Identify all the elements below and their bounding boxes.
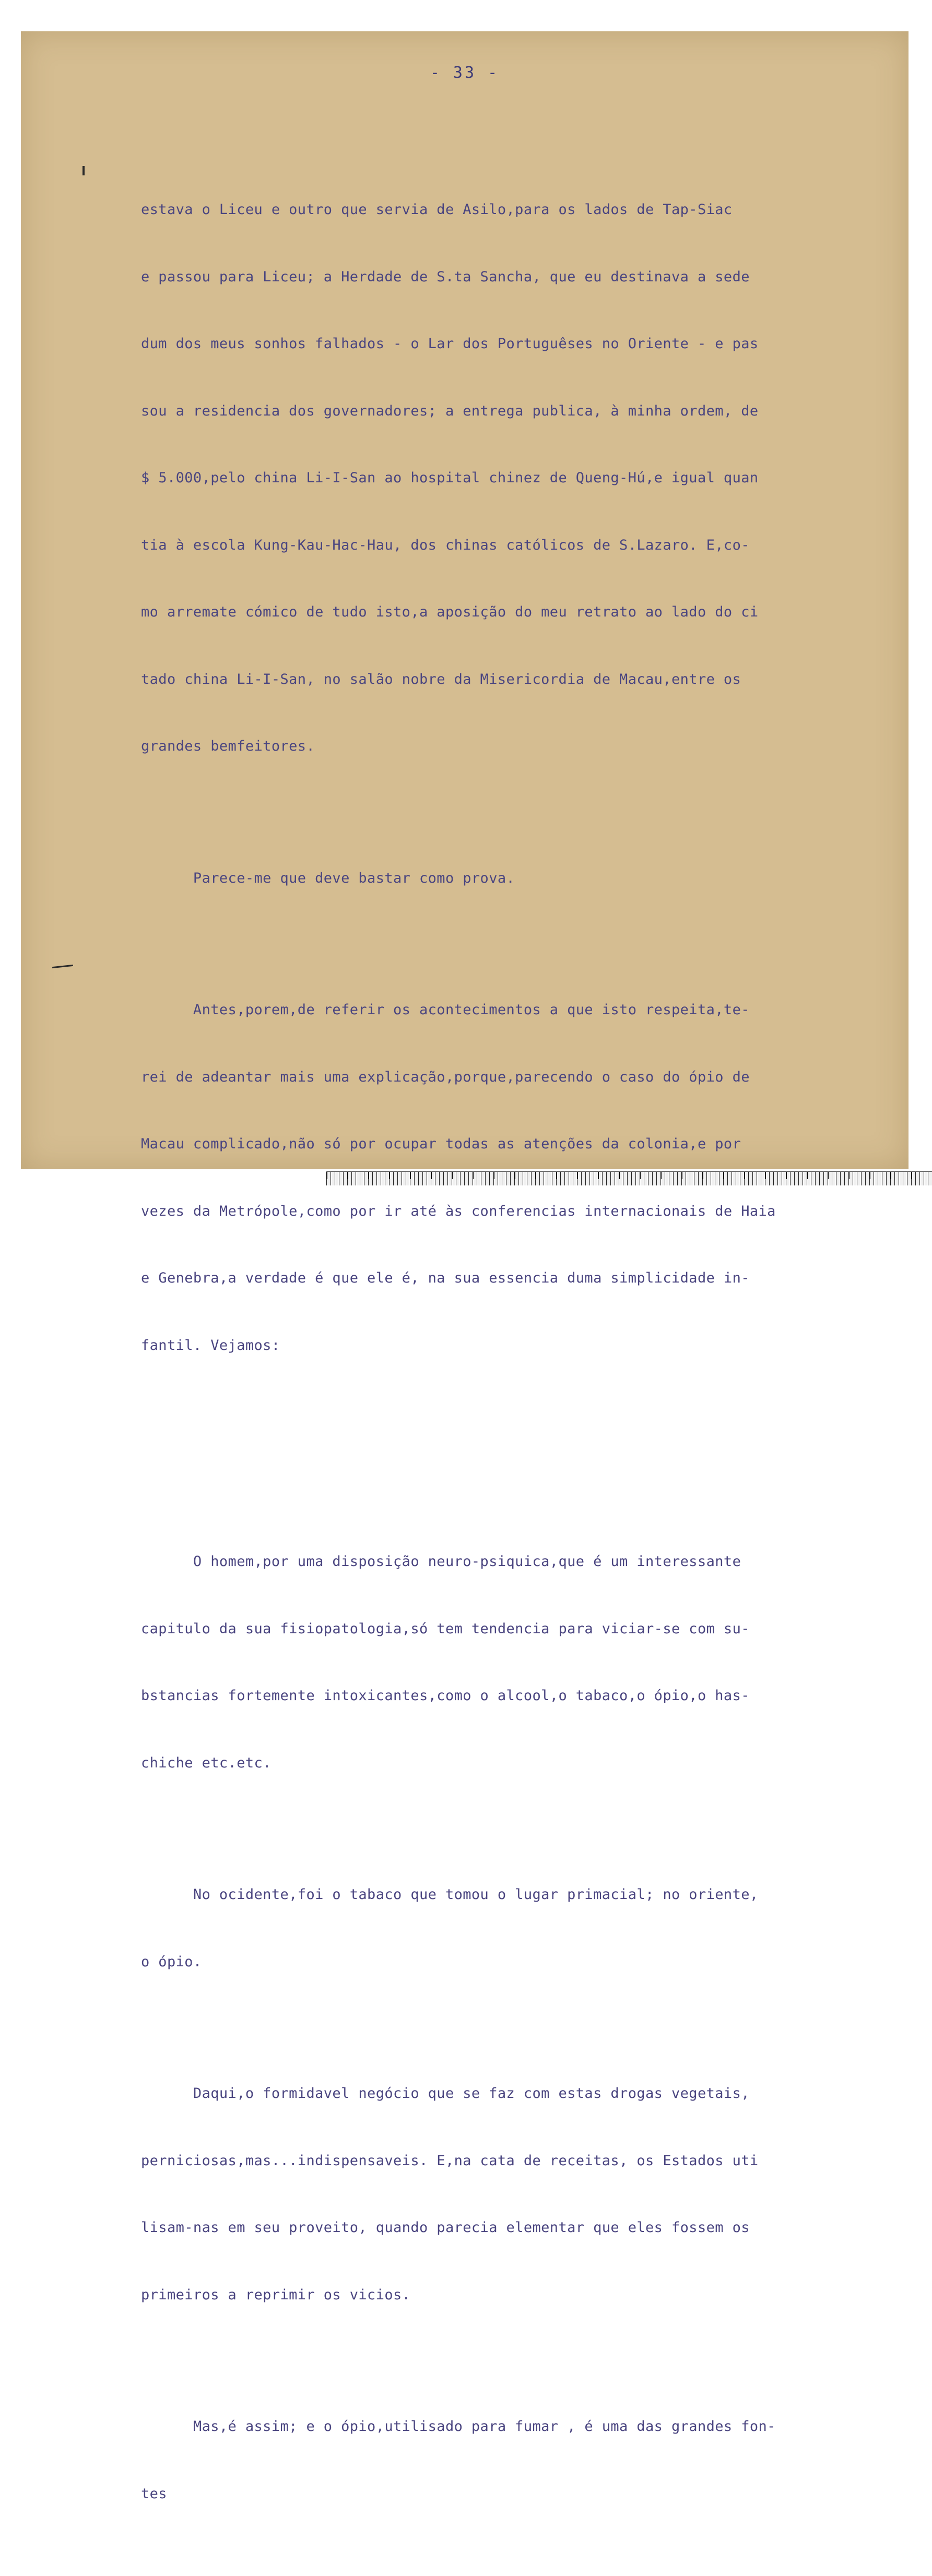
text-line: mo arremate cómico de tudo isto,a aposição do meu retrato ao lado do ci xyxy=(141,604,759,620)
text-line: grandes bemfeitores. xyxy=(141,738,315,754)
text-line: bstancias fortemente intoxicantes,como o alcool,o tabaco,o ópio,o has- xyxy=(141,1688,750,1704)
paragraph-6 xyxy=(141,2044,893,2345)
scale-ruler xyxy=(326,1171,932,1185)
text-line: tia à escola Kung-Kau-Hac-Hau, dos chinas católicos de S.Lazaro. E,co- xyxy=(141,537,750,553)
text-line: chiche etc.etc. xyxy=(141,1754,272,1771)
left-edge-mark xyxy=(52,965,73,968)
text-line: Daqui,o formidavel negócio que se faz com estas drogas vegetais, xyxy=(141,2085,750,2102)
text-line: tes xyxy=(141,2485,167,2502)
text-line: $ 5.000,pelo china Li-I-San ao hospital chinez de Queng-Hú,e igual quan xyxy=(141,470,759,486)
text-line: o ópio. xyxy=(141,1953,202,1970)
paragraph-4 xyxy=(141,1512,893,1813)
page-number: - 33 - xyxy=(430,64,500,82)
text-line: Antes,porem,de referir os acontecimentos a que isto respeita,te- xyxy=(141,1002,750,1018)
body-text xyxy=(141,128,893,2576)
text-line: vezes da Metrópole,como por ir até às conferencias internacionais de Haia xyxy=(141,1203,776,1219)
text-line: lisam-nas em seu proveito, quando parecia elementar que eles fossem os xyxy=(141,2219,750,2236)
ruler-major-ticks xyxy=(326,1172,932,1179)
text-line: e passou para Liceu; a Herdade de S.ta Sancha, que eu destinava a sede xyxy=(141,268,750,285)
text-line: O homem,por uma disposição neuro-psiquica,que é um interessante xyxy=(141,1553,741,1570)
text-line: Mas,é assim; e o ópio,utilisado para fumar , é uma das grandes fon- xyxy=(141,2418,776,2435)
paper-sheet xyxy=(21,31,909,2502)
text-line: dum dos meus sonhos falhados - o Lar dos Portuguêses no Oriente - e pas xyxy=(141,336,759,352)
paragraph-2 xyxy=(141,829,893,929)
text-line: capitulo da sua fisiopatologia,só tem tendencia para viciar-se com su- xyxy=(141,1620,750,1637)
left-edge-mark xyxy=(82,166,85,175)
paragraph-5 xyxy=(141,1845,893,2012)
text-line: Macau complicado,não só por ocupar todas as atenções da colonia,e por xyxy=(141,1136,741,1152)
text-line: primeiros a reprimir os vicios. xyxy=(141,2286,411,2303)
text-line: e Genebra,a verdade é que ele é, na sua essencia duma simplicidade in- xyxy=(141,1270,750,1286)
paragraph-1 xyxy=(141,160,893,797)
text-line: rei de adeantar mais uma explicação,porque,parecendo o caso do ópio de xyxy=(141,1069,750,1085)
text-line: sou a residencia dos governadores; a entrega publica, à minha ordem, de xyxy=(141,402,759,419)
text-line: tado china Li-I-San, no salão nobre da Misericordia de Macau,entre os xyxy=(141,671,741,687)
text-line: estava o Liceu e outro que servia de Asilo,para os lados de Tap-Siac xyxy=(141,201,733,218)
text-line: No ocidente,foi o tabaco que tomou o lugar primacial; no oriente, xyxy=(141,1886,759,1903)
text-line: perniciosas,mas...indispensaveis. E,na cata de receitas, os Estados uti xyxy=(141,2152,759,2169)
text-line: fantil. Vejamos: xyxy=(141,1337,280,1354)
text-line: Parece-me que deve bastar como prova. xyxy=(141,870,515,886)
paragraph-7 xyxy=(141,2377,893,2544)
paragraph-gap xyxy=(141,1428,893,1480)
